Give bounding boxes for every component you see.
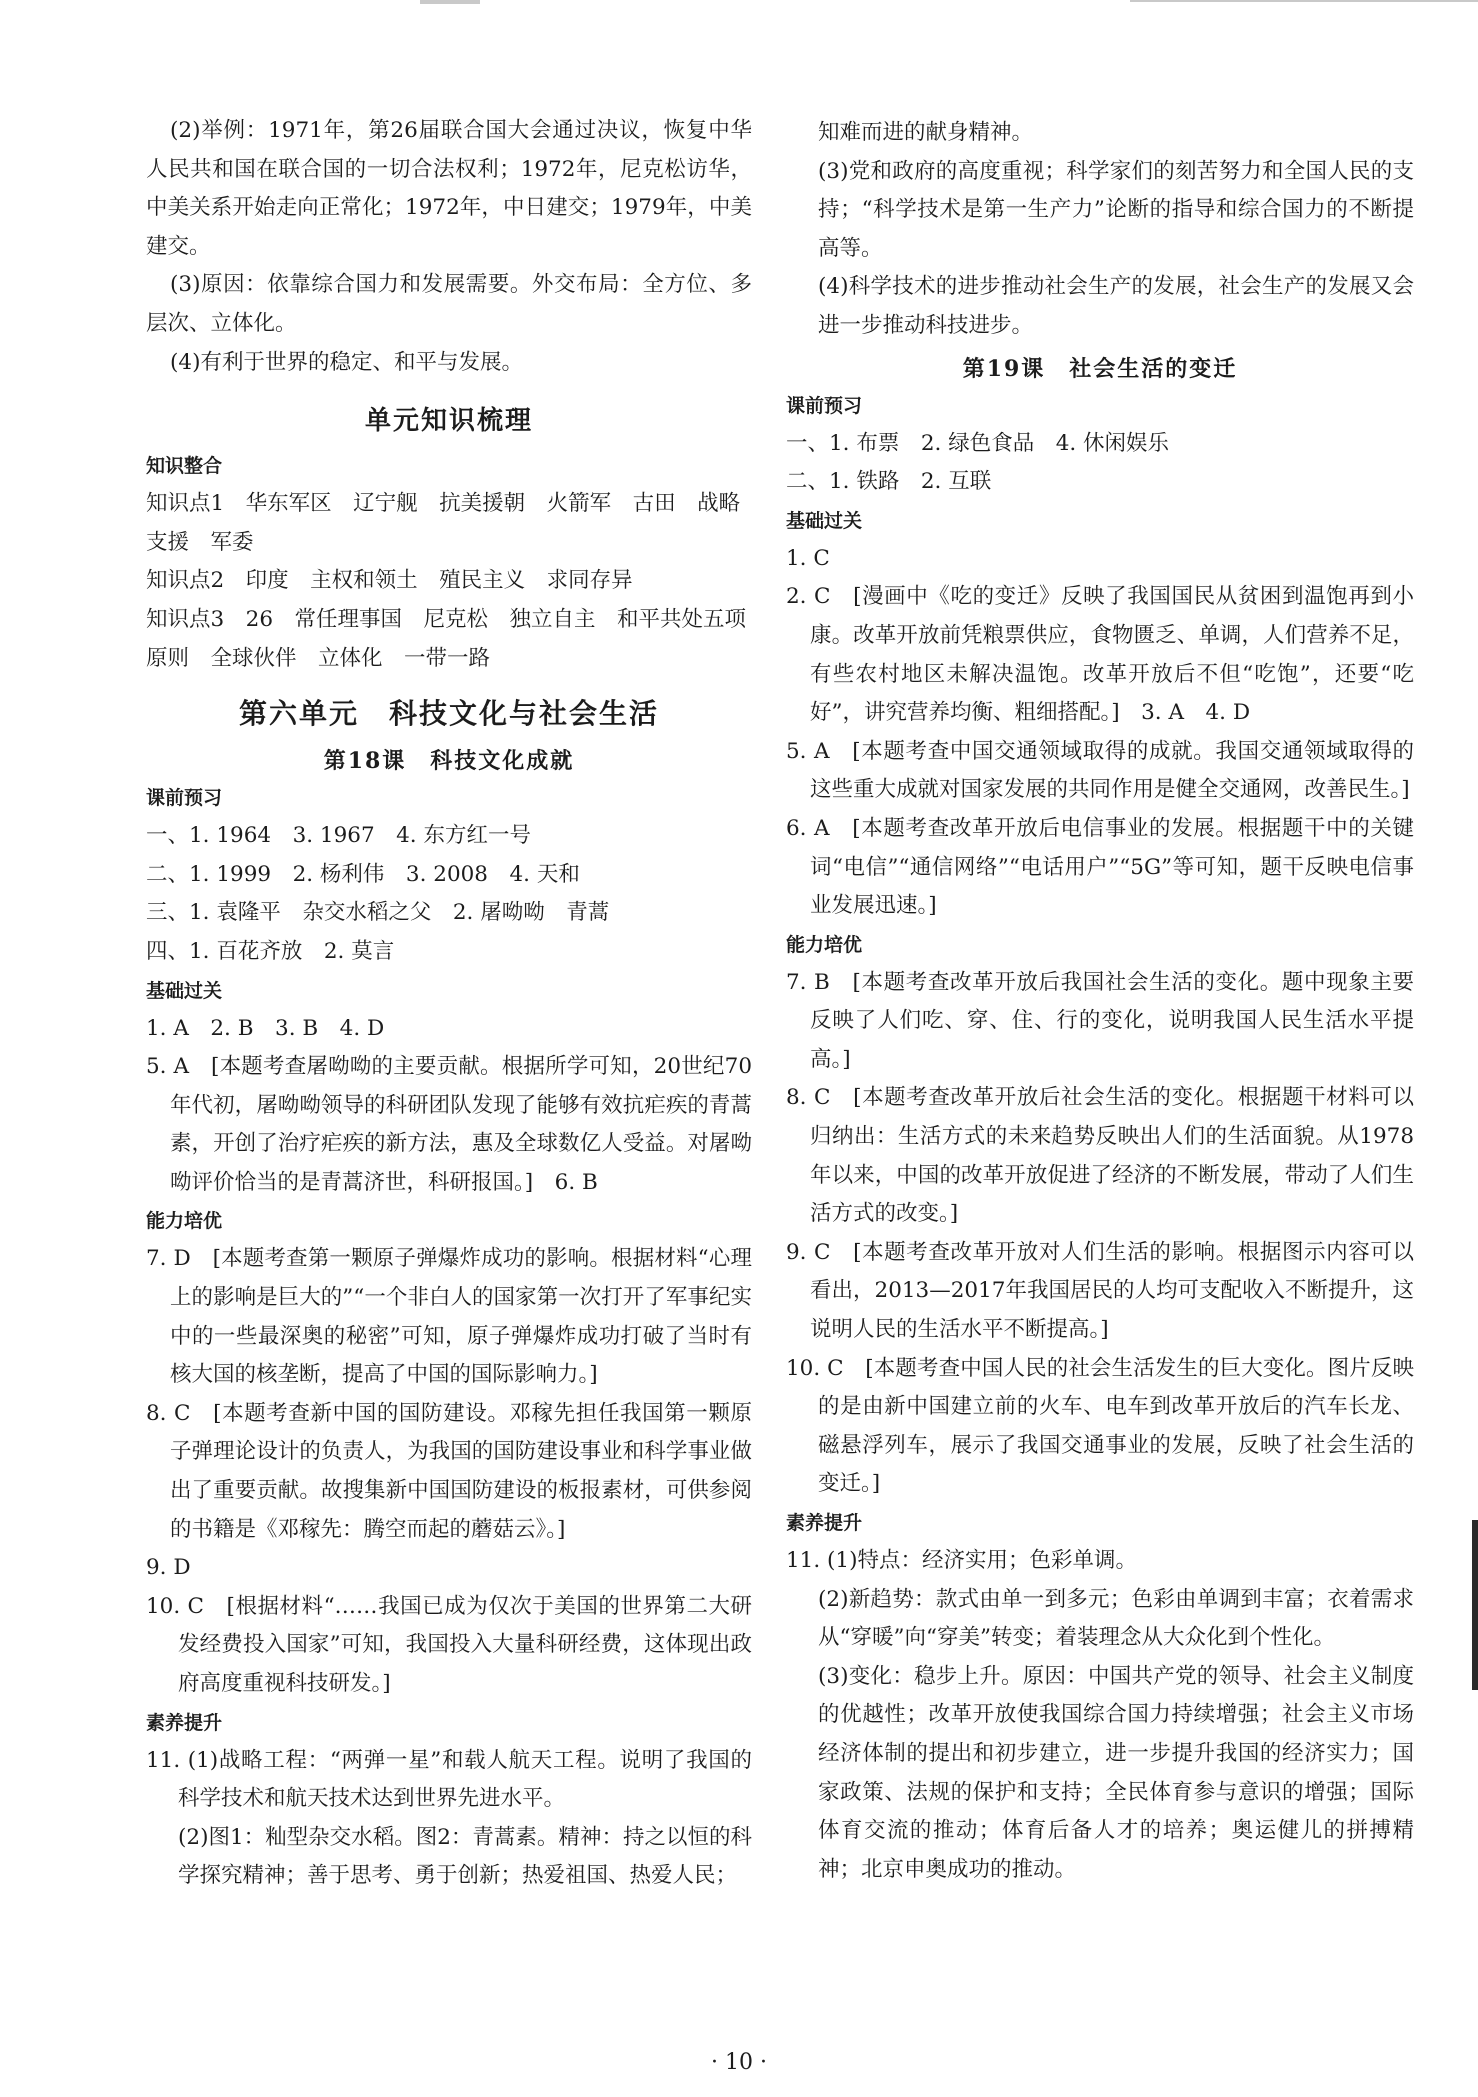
- answer-line: (3)变化：稳步上升。原因：中国共产党的领导、社会主义制度的优越性；改革开放使我国综合国力持续增强；社会主义市场经济体制的提出和初步建立，进一步提升我国的经济实力；国家政策、法规的保护和支持；全民体育参与意识的增强；国际体育交流的推动；体育后备人才的培养；奥运健儿的拼搏精神；北京申奥成功的推动。: [818, 1663, 1414, 1882]
- right-column: [786, 114, 1414, 1889]
- answer-line: 9. D: [146, 1555, 191, 1581]
- knowledge-point: 知识点2 印度 主权和领土 殖民主义 求同存异: [146, 568, 633, 594]
- answer-line: 8. C [本题考查新中国的国防建设。邓稼先担任我国第一颗原子弹理论设计的负责人，为我国的国防建设事业和科学事业做出了重要贡献。故搜集新中国国防建设的板报素材，可供参阅的书籍是《邓稼先：腾空而起的蘑菇云》。]: [146, 1400, 752, 1542]
- answer-line: (3)党和政府的高度重视；科学家们的刻苦努力和全国人民的支持；“科学技术是第一生产力”论断的指导和综合国力的不断提高等。: [818, 158, 1414, 261]
- answer-line: 一、1. 1964 3. 1967 4. 东方红一号: [146, 823, 531, 849]
- lesson-title: 第18课 科技文化成就: [323, 748, 575, 775]
- answer-line: (2)图1：籼型杂交水稻。图2：青蒿素。精神：持之以恒的科学探究精神；善于思考、勇于创新；热爱祖国、热爱人民；: [178, 1824, 752, 1889]
- section-heading: 基础过关: [146, 979, 223, 1002]
- edge-bar: [1472, 1520, 1478, 1690]
- answer-line: (2)新趋势：款式由单一到多元；色彩由单调到丰富；衣着需求从“穿暖”向“穿美”转变；着装理念从大众化到个性化。: [818, 1586, 1414, 1651]
- answer-line: 二、1. 铁路 2. 互联: [786, 469, 992, 495]
- answer-line: 7. D [本题考查第一颗原子弹爆炸成功的影响。根据材料“心理上的影响是巨大的”“一个非白人的国家第一次打开了军事纪实中的一些最深奥的秘密”可知，原子弹爆炸成功打破了当时有核大国的核垄断，提高了中国的国际影响力。]: [146, 1246, 752, 1388]
- section-heading: 课前预习: [786, 394, 863, 417]
- top-rule-right: [1130, 0, 1478, 2]
- answer-line: 7. B [本题考查改革开放后我国社会生活的变化。题中现象主要反映了人们吃、穿、住、行的变化，说明我国人民生活水平提高。]: [786, 969, 1414, 1072]
- page-number: · 10 ·: [711, 2050, 767, 2075]
- answer-line: 一、1. 布票 2. 绿色食品 4. 休闲娱乐: [786, 430, 1170, 456]
- intro-item: (3)原因：依靠综合国力和发展需要。外交布局：全方位、多层次、立体化。: [146, 272, 752, 336]
- answer-line: 11. (1)特点：经济实用；色彩单调。: [786, 1548, 1137, 1573]
- intro-item: (2)举例：1971年，第26届联合国大会通过决议，恢复中华人民共和国在联合国的一切合法权利；1972年，尼克松访华，中美关系开始走向正常化；1972年，中日建交；1979年，中美建交。: [146, 118, 752, 259]
- knowledge-point: 知识点3 26 常任理事国 尼克松 独立自主 和平共处五项原则 全球伙伴 立体化 一带一路: [146, 606, 747, 671]
- section-heading: 能力培优: [146, 1210, 223, 1233]
- answer-line: 三、1. 袁隆平 杂交水稻之父 2. 屠呦呦 青蒿: [146, 900, 610, 926]
- answer-line: 10. C [本题考查中国人民的社会生活发生的巨大变化。图片反映的是由新中国建立前的火车、电车到改革开放后的汽车长龙、磁悬浮列车，展示了我国交通事业的发展，反映了社会生活的变迁。]: [786, 1355, 1414, 1497]
- section-heading: 基础过关: [786, 509, 863, 532]
- answer-line: 1. A 2. B 3. B 4. D: [146, 1015, 385, 1041]
- lesson-title: 第19课 社会生活的变迁: [962, 355, 1238, 382]
- section-heading: 素养提升: [146, 1711, 223, 1734]
- section-heading: 课前预习: [146, 787, 223, 810]
- answer-line: 9. C [本题考查改革开放对人们生活的影响。根据图示内容可以看出，2013—2017年我国居民的人均可支配收入不断提升，这说明人民的生活水平不断提高。]: [786, 1239, 1414, 1343]
- answer-line: 二、1. 1999 2. 杨利伟 3. 2008 4. 天和: [146, 861, 580, 887]
- answer-line: 5. A [本题考查中国交通领域取得的成就。我国交通领域取得的这些重大成就对国家发展的共同作用是健全交通网，改善民生。]: [786, 738, 1414, 803]
- answer-line: 2. C [漫画中《吃的变迁》反映了我国国民从贫困到温饱再到小康。改革开放前凭粮票供应，食物匮乏、单调，人们营养不足，有些农村地区未解决温饱。改革开放后不但“吃饱”，还要“吃好”，讲究营养均衡、粗细搭配。] 3. A 4. D: [786, 584, 1414, 726]
- knowledge-point: 知识点1 华东军区 辽宁舰 抗美援朝 火箭军 古田 战略支援 军委: [146, 491, 741, 555]
- left-column: [146, 112, 752, 1896]
- section-heading: 能力培优: [786, 933, 863, 956]
- answer-line: 10. C [根据材料“……我国已成为仅次于美国的世界第二大研发经费投入国家”可知，我国投入大量科研经费，这体现出政府高度重视科技研发。]: [146, 1593, 752, 1696]
- review-title: 单元知识梳理: [364, 406, 533, 437]
- section-heading: 知识整合: [146, 455, 223, 478]
- intro-item: (4)有利于世界的稳定、和平与发展。: [170, 349, 523, 375]
- answer-line: 8. C [本题考查改革开放后社会生活的变化。根据题干材料可以归纳出：生活方式的未来趋势反映出人们的生活面貌。从1978年以来，中国的改革开放促进了经济的不断发展，带动了人们生活方式的改变。]: [786, 1085, 1414, 1227]
- section-heading: 素养提升: [786, 1512, 863, 1534]
- answer-line: (4)科学技术的进步推动社会生产的发展，社会生产的发展又会进一步推动科技进步。: [818, 274, 1414, 338]
- answer-line: 6. A [本题考查改革开放后电信事业的发展。根据题干中的关键词“电信”“通信网络”“电话用户”“5G”等可知，题干反映电信事业发展迅速。]: [786, 815, 1414, 919]
- top-rule-left: [420, 0, 480, 4]
- answer-line: 四、1. 百花齐放 2. 莫言: [146, 938, 395, 964]
- answer-line: 11. (1)战略工程：“两弹一星”和载人航天工程。说明了我国的科学技术和航天技术达到世界先进水平。: [146, 1747, 752, 1812]
- answer-line: 1. C: [786, 545, 830, 571]
- answer-line: 5. A [本题考查屠呦呦的主要贡献。根据所学可知，20世纪70年代初，屠呦呦领导的科研团队发现了能够有效抗疟疾的青蒿素，开创了治疗疟疾的新方法，惠及全球数亿人受益。对屠呦呦评价恰当的是青蒿济世，科研报国。] 6. B: [146, 1054, 752, 1195]
- unit-title: 第六单元 科技文化与社会生活: [238, 697, 659, 731]
- answer-line: 知难而进的献身精神。: [818, 120, 1034, 145]
